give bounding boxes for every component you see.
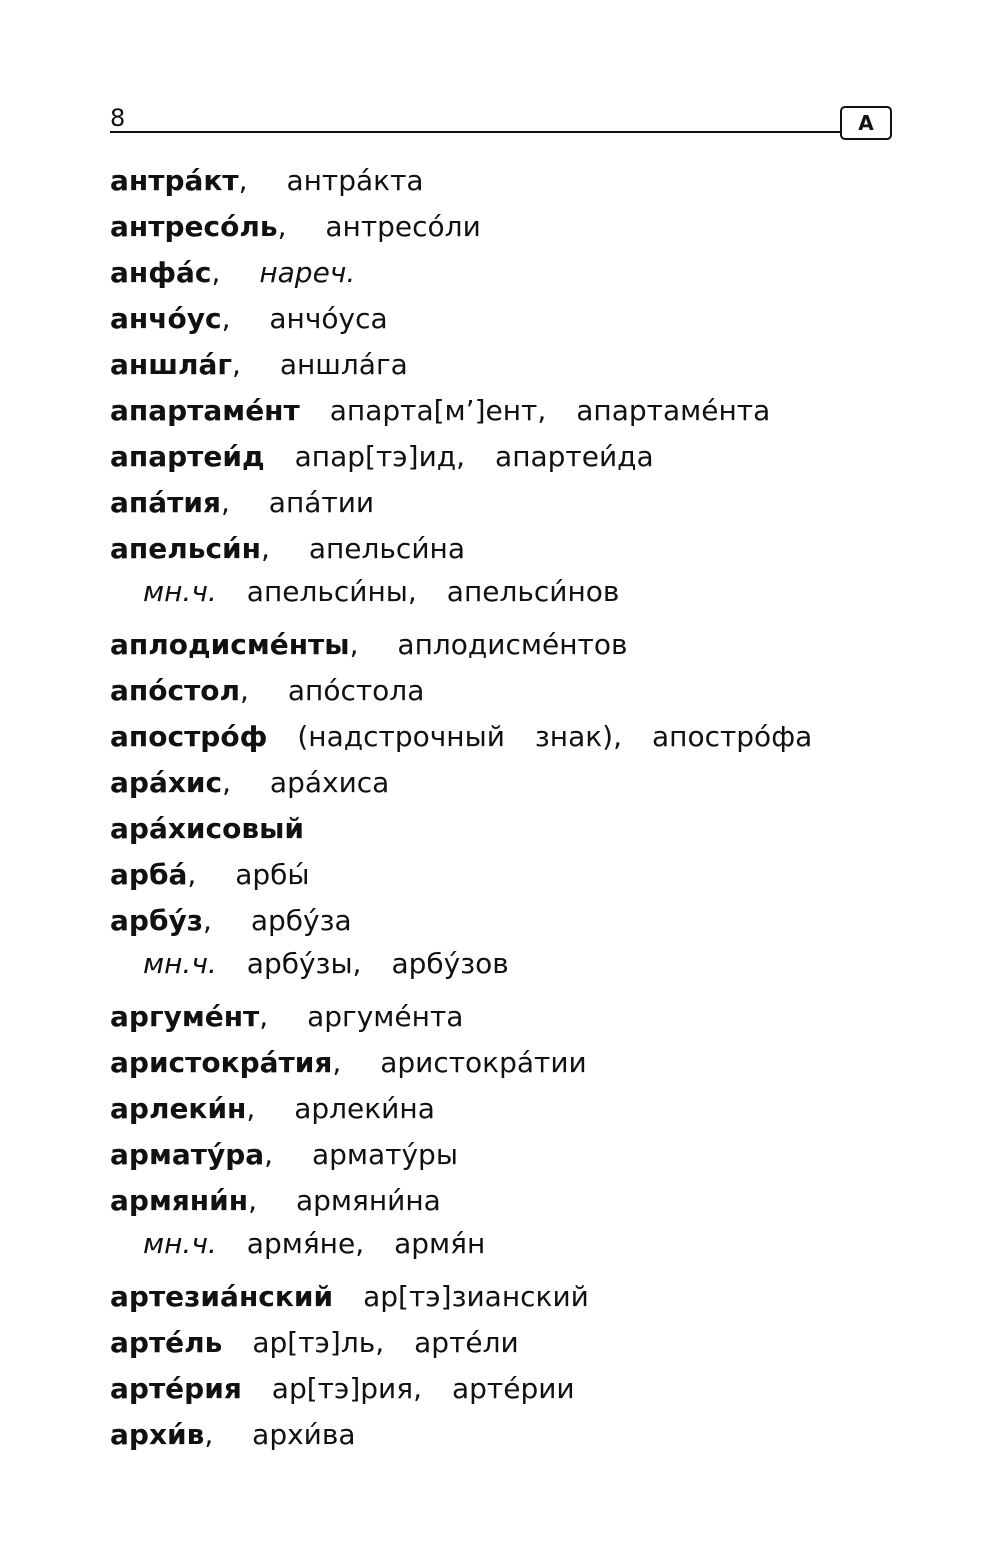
genitive-form: арбы́ xyxy=(235,858,310,891)
dictionary-entry xyxy=(110,1274,910,1320)
punctuation: , xyxy=(203,904,221,937)
headword: аристокра́тия xyxy=(110,1046,333,1079)
genitive-form: арте́рии xyxy=(451,1372,575,1405)
punctuation: , xyxy=(221,302,240,335)
headword: антра́кт xyxy=(110,164,239,197)
punctuation: , xyxy=(240,674,258,707)
dictionary-entry xyxy=(110,1132,910,1178)
plural-label: мн.ч. xyxy=(143,575,217,608)
dictionary-entries xyxy=(110,158,910,1458)
page-header xyxy=(110,100,892,140)
dictionary-entry xyxy=(110,1412,910,1458)
dictionary-entry xyxy=(110,1320,910,1366)
pronunciation: ар[тэ]зианский xyxy=(363,1280,589,1313)
dictionary-entry xyxy=(110,622,910,668)
headword: апо́стол xyxy=(110,674,241,707)
dictionary-entry xyxy=(110,296,910,342)
punctuation: , xyxy=(332,1046,351,1079)
dictionary-entry xyxy=(110,434,910,480)
dictionary-entry xyxy=(110,668,910,714)
plural-form: апельси́ны, xyxy=(246,575,417,608)
genitive-form: апостро́фа xyxy=(651,720,813,753)
punctuation: , xyxy=(277,210,296,243)
genitive-form: арлеки́на xyxy=(294,1092,435,1125)
genitive-form: архи́ва xyxy=(252,1418,356,1451)
punctuation: , xyxy=(248,1184,266,1217)
genitive-form: арбу́за xyxy=(250,904,352,937)
headword: апостро́ф xyxy=(110,720,268,753)
dictionary-entry xyxy=(110,1366,910,1412)
genitive-form: анчо́уса xyxy=(269,302,388,335)
plural-genitive-form: армя́н xyxy=(394,1227,486,1260)
dictionary-entry xyxy=(110,388,910,434)
headword: анчо́ус xyxy=(110,302,222,335)
plural-genitive-form: арбу́зов xyxy=(391,947,509,980)
genitive-form: апа́тии xyxy=(268,486,375,519)
plural-label: мн.ч. xyxy=(143,1227,217,1260)
headword: апартеи́д xyxy=(110,440,265,473)
punctuation: , xyxy=(246,1092,265,1125)
dictionary-entry xyxy=(110,250,910,296)
headword: артезиа́нский xyxy=(110,1280,334,1313)
headword: аплодисме́нты xyxy=(110,628,350,661)
genitive-form: аплодисме́нтов xyxy=(397,628,628,661)
dictionary-entry xyxy=(110,1178,910,1224)
dictionary-entry xyxy=(110,1086,910,1132)
dictionary-entry xyxy=(110,204,910,250)
definition-note: (надстрочный xyxy=(297,720,505,753)
punctuation: , xyxy=(264,1138,282,1171)
genitive-form: ара́хиса xyxy=(269,766,390,799)
punctuation: , xyxy=(211,256,230,289)
dictionary-entry xyxy=(110,898,910,944)
genitive-form: армяни́на xyxy=(295,1184,441,1217)
headword: арбу́з xyxy=(110,904,204,937)
headword: ара́хис xyxy=(110,766,223,799)
punctuation: , xyxy=(222,766,240,799)
punctuation: , xyxy=(220,486,239,519)
grammar-note: нареч. xyxy=(259,256,356,289)
punctuation: , xyxy=(261,532,279,565)
headword: анфа́с xyxy=(110,256,212,289)
plural-line xyxy=(110,944,910,984)
plural-genitive-form: апельси́нов xyxy=(446,575,620,608)
genitive-form: аншла́га xyxy=(279,348,408,381)
headword: аншла́г xyxy=(110,348,233,381)
punctuation: , xyxy=(187,858,206,891)
dictionary-entry xyxy=(110,1040,910,1086)
genitive-form: антресо́ли xyxy=(325,210,481,243)
genitive-form: апо́стола xyxy=(287,674,425,707)
punctuation: , xyxy=(349,628,368,661)
header-rule xyxy=(110,131,840,133)
punctuation: , xyxy=(259,1000,278,1033)
dictionary-entry xyxy=(110,158,910,204)
headword: аргуме́нт xyxy=(110,1000,260,1033)
headword: апартаме́нт xyxy=(110,394,300,427)
pronunciation: ар[тэ]ль, xyxy=(252,1326,385,1359)
dictionary-entry xyxy=(110,760,910,806)
headword: архи́в xyxy=(110,1418,205,1451)
punctuation: , xyxy=(232,348,250,381)
headword: армяни́н xyxy=(110,1184,249,1217)
section-letter-box: А xyxy=(840,106,892,140)
headword: арте́рия xyxy=(110,1372,242,1405)
pronunciation: апар[тэ]ид, xyxy=(294,440,466,473)
dictionary-entry xyxy=(110,852,910,898)
headword: армату́ра xyxy=(110,1138,265,1171)
headword: антресо́ль xyxy=(110,210,278,243)
genitive-form: антра́кта xyxy=(286,164,424,197)
punctuation: , xyxy=(204,1418,223,1451)
headword: арлеки́н xyxy=(110,1092,247,1125)
dictionary-entry xyxy=(110,342,910,388)
definition-note: знак), xyxy=(534,720,622,753)
punctuation: , xyxy=(238,164,257,197)
genitive-form: апартеи́да xyxy=(495,440,654,473)
headword: арба́ xyxy=(110,858,188,891)
genitive-form: аргуме́нта xyxy=(307,1000,464,1033)
plural-line xyxy=(110,1224,910,1264)
dictionary-entry xyxy=(110,480,910,526)
page-number: 8 xyxy=(110,104,126,132)
plural-form: арбу́зы, xyxy=(246,947,362,980)
pronunciation: ар[тэ]рия, xyxy=(271,1372,422,1405)
genitive-form: армату́ры xyxy=(311,1138,458,1171)
genitive-form: апельси́на xyxy=(308,532,465,565)
dictionary-entry xyxy=(110,994,910,1040)
dictionary-entry xyxy=(110,526,910,572)
genitive-form: аристокра́тии xyxy=(380,1046,587,1079)
headword: апа́тия xyxy=(110,486,221,519)
genitive-form: апартаме́нта xyxy=(576,394,771,427)
headword: ара́хисовый xyxy=(110,812,305,845)
genitive-form: арте́ли xyxy=(414,1326,519,1359)
headword: арте́ль xyxy=(110,1326,223,1359)
plural-form: армя́не, xyxy=(246,1227,365,1260)
plural-label: мн.ч. xyxy=(143,947,217,980)
dictionary-entry xyxy=(110,806,910,852)
dictionary-entry xyxy=(110,714,910,760)
plural-line xyxy=(110,572,910,612)
headword: апельси́н xyxy=(110,532,262,565)
pronunciation: апарта[м’]ент, xyxy=(329,394,547,427)
